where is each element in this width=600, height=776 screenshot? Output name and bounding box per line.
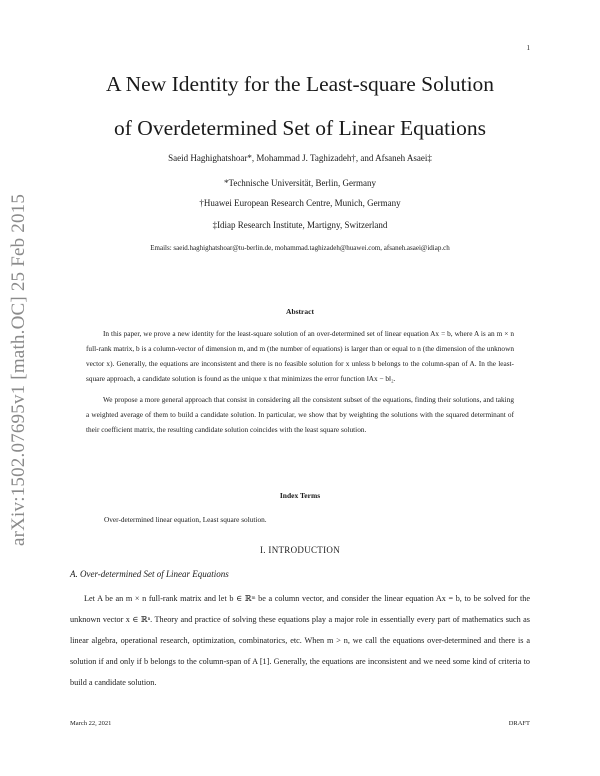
abstract-paragraph: In this paper, we prove a new identity for the least-square solution of an over-determined set of linear equation Ax = b, where A is an m × n full-rank matrix, b is a column-vector of dimension m, and m (the number of equations) is larger than or equal to n (the dimension of the unknown vector x). Generally, the equations are inconsistent and there is no feasible solution for x unless b belongs to the column-span of A. In the least-square approach, a candidate solution is found as the unique x that minimizes the error function ‖Ax − b‖₂.	[86, 329, 514, 383]
title-line-2: of Overdetermined Set of Linear Equations	[114, 116, 486, 140]
footer-draft: DRAFT	[508, 720, 530, 727]
author-emails: Emails: saeid.haghighatshoar@tu-berlin.de, mohammad.taghizadeh@huawei.com, afsaneh.asaei@idiap.ch	[150, 244, 450, 252]
affiliation-1: *Technische Universität, Berlin, Germany	[223, 178, 377, 188]
subsection-heading: A. Over-determined Set of Linear Equations	[70, 569, 229, 579]
author-list: Saeid Haghighatshoar*, Mohammad J. Taghizadeh†, and Afsaneh Asaei‡	[168, 153, 432, 163]
affiliation-2: †Huawei European Research Centre, Munich, Germany	[199, 198, 401, 208]
paper-title	[60, 62, 540, 150]
abstract-paragraph: We propose a more general approach that consist in considering all the consistent subset of the equations, finding their solutions, and taking a weighted average of them to build a candidate solution. In particular, we show that by weighting the solutions with the squared determinant of their coefficient matrix, the resulting candidate solution coincides with the least square solution.	[86, 395, 514, 434]
index-terms: Over-determined linear equation, Least square solution.	[104, 515, 267, 524]
title-line-1: A New Identity for the Least-square Solution	[105, 72, 495, 96]
intro-body	[70, 588, 530, 693]
affiliation-3: ‡Idiap Research Institute, Martigny, Switzerland	[212, 220, 388, 230]
footer-date: March 22, 2021	[70, 720, 112, 727]
arxiv-stamp	[2, 170, 36, 570]
section-heading: I. INTRODUCTION	[260, 545, 340, 555]
intro-paragraph: Let A be an m × n full-rank matrix and let b ∈ ℝᵐ be a column vector, and consider the linear equation Ax = b, to be solved for the unknown vector x ∈ ℝⁿ. Theory and practice of solving these equations play a major role in essentially every part of mathematics such as linear algebra, operational research, optimization, combinatorics, etc. When m > n, we call the equations over-determined and there is a solution if and only if b belongs to the column-span of A [1]. Generally, the equations are inconsistent and we need some kind of criteria to build a candidate solution.	[70, 594, 530, 687]
arxiv-stamp-text: arXiv:1502.07695v1 [math.OC] 25 Feb 2015	[8, 193, 30, 547]
page-number: 1	[526, 44, 530, 52]
index-terms-heading: Index Terms	[279, 491, 321, 500]
abstract-body	[86, 326, 514, 443]
abstract-heading: Abstract	[286, 307, 314, 316]
